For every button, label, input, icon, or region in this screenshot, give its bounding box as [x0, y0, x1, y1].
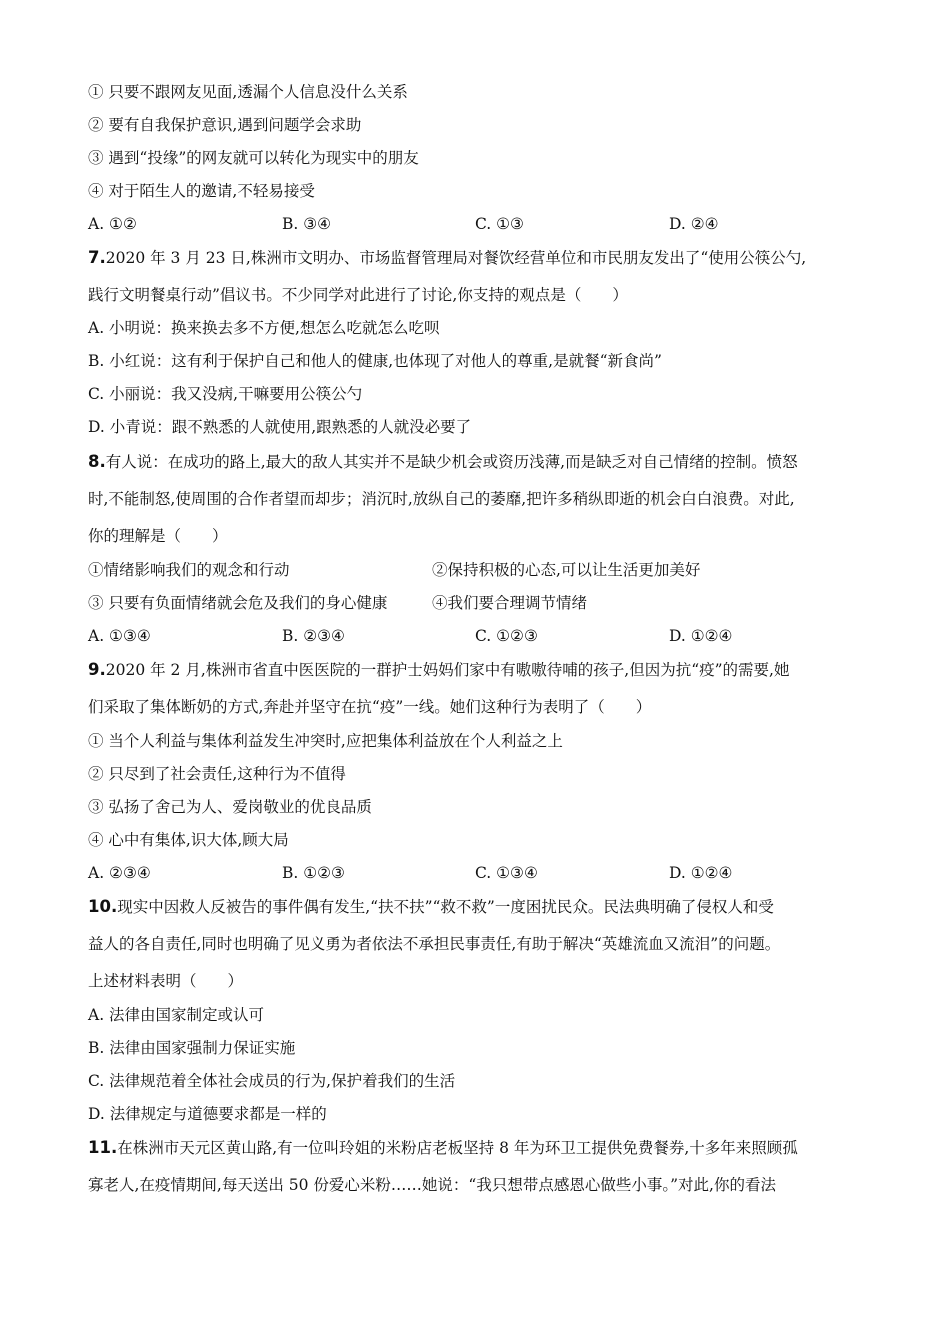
q10-choice-d: D. 法律规定与道德要求都是一样的: [88, 1105, 327, 1123]
q8-stem-text-1: 有人说：在成功的路上,最大的敌人其实并不是缺少机会或资历浅薄,而是缺乏对自己情绪的控制。愤怒: [105, 453, 798, 471]
q9-option-b: B. ①②③: [282, 864, 345, 882]
q7-number: 7.: [88, 248, 106, 267]
q8-item-4: ④我们要合理调节情绪: [432, 594, 588, 612]
q7-stem-line-2: 践行文明餐桌行动”倡议书。不少同学对此进行了讨论,你支持的观点是（ ）: [88, 286, 628, 304]
q8-option-a: A. ①③④: [88, 627, 151, 645]
q7-choice-c: C. 小丽说：我又没病,干嘛要用公筷公勺: [88, 385, 363, 403]
q7-stem-text-1: 2020 年 3 月 23 日,株洲市文明办、市场监督管理局对餐饮经营单位和市民朋友发出了“使用公筷公勺,: [105, 249, 807, 267]
q9-item-3: ③ 弘扬了舍己为人、爱岗敬业的优良品质: [88, 798, 372, 816]
q6-option-b: B. ③④: [282, 215, 332, 233]
q8-item-1: ①情绪影响我们的观念和行动: [88, 561, 290, 579]
q9-item-1: ① 当个人利益与集体利益发生冲突时,应把集体利益放在个人利益之上: [88, 732, 563, 750]
q7-choice-a: A. 小明说：换来换去多不方便,想怎么吃就怎么吃呗: [88, 319, 440, 337]
q8-stem-line-3: 你的理解是（ ）: [88, 527, 228, 545]
q7-choice-d: D. 小青说：跟不熟悉的人就使用,跟熟悉的人就没必要了: [88, 418, 472, 436]
q8-option-d: D. ①②④: [669, 627, 733, 645]
q7-stem-line-1: [88, 248, 806, 268]
q10-stem-line-3: 上述材料表明（ ）: [88, 972, 244, 990]
q11-stem-line-2: 寡老人,在疫情期间,每天送出 50 份爱心米粉……她说：“我只想带点感恩心做些小事。”对此,你的看法: [88, 1176, 776, 1194]
q10-choice-b: B. 法律由国家强制力保证实施: [88, 1039, 296, 1057]
q11-stem-line-1: [88, 1138, 798, 1158]
q6-item-2: ② 要有自我保护意识,遇到问题学会求助: [88, 116, 362, 134]
q6-option-a: A. ①②: [88, 215, 137, 233]
q9-number: 9.: [88, 660, 106, 679]
q8-number: 8.: [88, 452, 106, 471]
q11-number: 11.: [88, 1138, 118, 1157]
q9-option-a: A. ②③④: [88, 864, 151, 882]
q8-stem-line-2: 时,不能制怒,使周围的合作者望而却步；消沉时,放纵自己的萎靡,把许多稍纵即逝的机会白白浪费。对此,: [88, 490, 795, 508]
q10-stem-line-2: 益人的各自责任,同时也明确了见义勇为者依法不承担民事责任,有助于解决“英雄流血又流泪”的问题。: [88, 935, 781, 953]
q6-item-3: ③ 遇到“投缘”的网友就可以转化为现实中的朋友: [88, 149, 419, 167]
q10-stem-line-1: [88, 897, 774, 917]
q8-option-b: B. ②③④: [282, 627, 345, 645]
q9-stem-line-1: [88, 660, 789, 680]
q8-item-3: ③ 只要有负面情绪就会危及我们的身心健康: [88, 594, 388, 612]
q7-choice-b: B. 小红说：这有利于保护自己和他人的健康,也体现了对他人的尊重,是就餐“新食尚”: [88, 352, 662, 370]
q11-stem-text-1: 在株洲市天元区黄山路,有一位叫玲姐的米粉店老板坚持 8 年为环卫工提供免费餐券,十多年来照顾孤: [117, 1139, 798, 1157]
q8-stem-line-1: [88, 452, 798, 472]
q9-option-c: C. ①③④: [475, 864, 538, 882]
q10-choice-a: A. 法律由国家制定或认可: [88, 1006, 265, 1024]
q8-item-2: ②保持积极的心态,可以让生活更加美好: [432, 561, 701, 579]
q10-choice-c: C. 法律规范着全体社会成员的行为,保护着我们的生活: [88, 1072, 456, 1090]
q9-item-2: ② 只尽到了社会责任,这种行为不值得: [88, 765, 346, 783]
q9-stem-line-2: 们采取了集体断奶的方式,奔赴并坚守在抗“疫”一线。她们这种行为表明了（ ）: [88, 698, 652, 716]
q10-number: 10.: [88, 897, 118, 916]
q9-stem-text-1: 2020 年 2 月,株洲市省直中医医院的一群护士妈妈们家中有嗷嗷待哺的孩子,但因为抗“疫”的需要,她: [105, 661, 790, 679]
q9-option-d: D. ①②④: [669, 864, 733, 882]
q6-item-4: ④ 对于陌生人的邀请,不轻易接受: [88, 182, 315, 200]
q6-option-d: D. ②④: [669, 215, 719, 233]
q8-option-c: C. ①②③: [475, 627, 538, 645]
q10-stem-text-1: 现实中因救人反被告的事件偶有发生,“扶不扶”“救不救”一度困扰民众。民法典明确了侵权人和受: [117, 898, 774, 916]
q9-item-4: ④ 心中有集体,识大体,顾大局: [88, 831, 289, 849]
q6-item-1: ① 只要不跟网友见面,透漏个人信息没什么关系: [88, 83, 408, 101]
q6-option-c: C. ①③: [475, 215, 524, 233]
